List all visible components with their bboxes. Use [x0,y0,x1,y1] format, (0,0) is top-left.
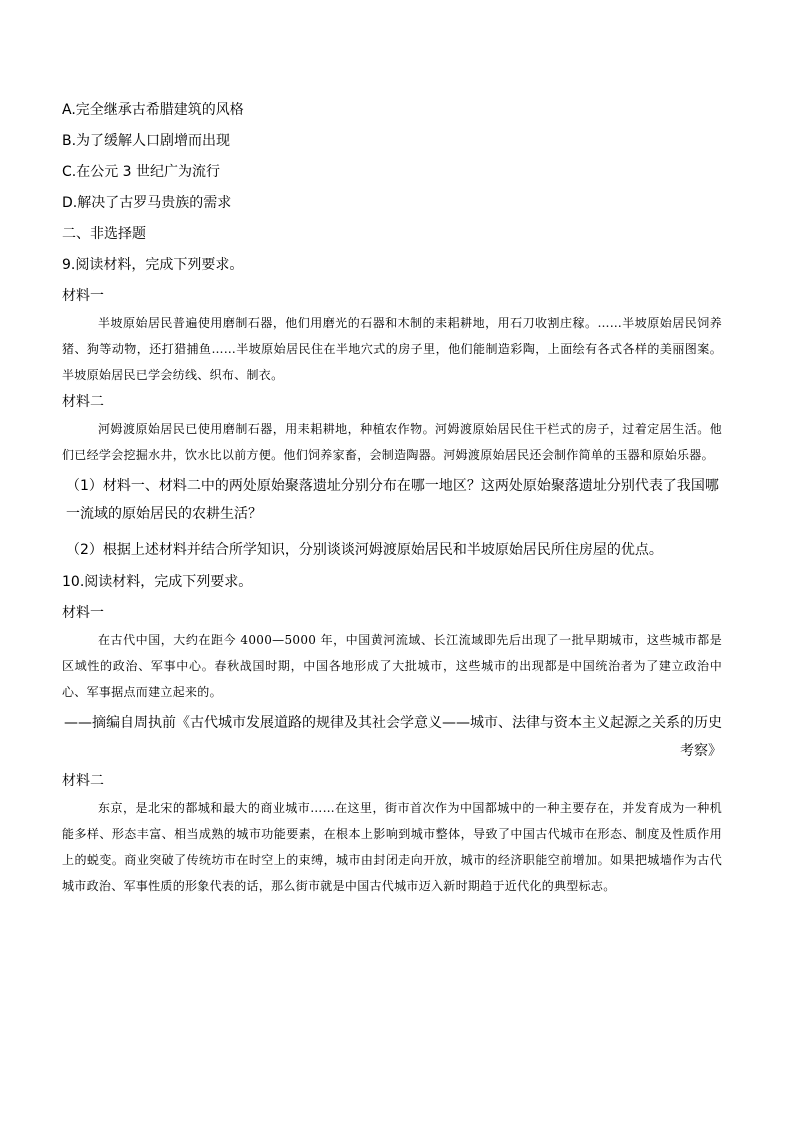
section-title: 二、非选择题 [62,226,146,242]
q9-material1-label: 材料一 [62,288,104,304]
q10-material2-label: 材料二 [62,773,104,789]
q9-material2-text: 河姆渡原始居民已使用磨制石器，用耒耜耕地，种植农作物。河姆渡原始居民住干栏式的房子，过着定居生活。他们已经学会挖掘水井，饮水比以前方便。他们饲养家畜，会制造陶器。河姆渡原始居民还会制作简单的玉器和原始乐器。 [62,422,722,462]
q9-subquestion-1: （1）材料一、材料二中的两处原始聚落遗址分别分布在哪一地区？这两处原始聚落遗址分别代表了我国哪一流域的原始居民的农耕生活？ [66,478,719,522]
document-page [62,100,722,903]
q9-subquestion-2: （2）根据上述材料并结合所学知识，分别谈谈河姆渡原始居民和半坡原始居民所住房屋的优点。 [66,542,663,558]
q9-prompt: 9.阅读材料，完成下列要求。 [62,257,244,273]
option-c: C.在公元 3 世纪广为流行 [62,164,221,180]
q10-citation: ——摘编自周执前《古代城市发展道路的规律及其社会学意义——城市、法律与资本主义起源之关系的历史考察》 [64,715,722,759]
option-d: D.解决了古罗马贵族的需求 [62,195,232,211]
q9-material1-text: 半坡原始居民普遍使用磨制石器，他们用磨光的石器和木制的耒耜耕地，用石刀收割庄稼。……半坡原始居民饲养猪、狗等动物，还打猎捕鱼……半坡原始居民住在半地穴式的房子里，他们能制造彩陶，上面绘有各式各样的美丽图案。半坡原始居民已学会纺线、织布、制衣。 [62,316,722,382]
q9-material2-label: 材料二 [62,394,104,410]
q10-material1-label: 材料一 [62,605,104,621]
option-a: A.完全继承古希腊建筑的风格 [62,102,244,118]
option-b: B.为了缓解人口剧增而出现 [62,133,231,149]
q10-material2-text: 东京，是北宋的都城和最大的商业城市……在这里，街市首次作为中国都城中的一种主要存在，并发育成为一种机能多样、形态丰富、相当成熟的城市功能要素，在根本上影响到城市整体，导致了中国古代城市在形态、制度及性质作用上的蜕变。商业突破了传统坊市在时空上的束缚，城市由封闭走向开放，城市的经济职能空前增加。如果把城墙作为古代城市政治、军事性质的形象代表的话，那么街市就是中国古代城市迈入新时期趋于近代化的典型标志。 [62,801,722,893]
q10-prompt: 10.阅读材料，完成下列要求。 [62,574,253,590]
q10-material1-text: 在古代中国，大约在距今 4000—5000 年，中国黄河流域、长江流域即先后出现了一批早期城市，这些城市都是区域性的政治、军事中心。春秋战国时期，中国各地形成了大批城市，这些城市的出现都是中国统治者为了建立政治中心、军事据点而建立起来的。 [62,633,722,699]
